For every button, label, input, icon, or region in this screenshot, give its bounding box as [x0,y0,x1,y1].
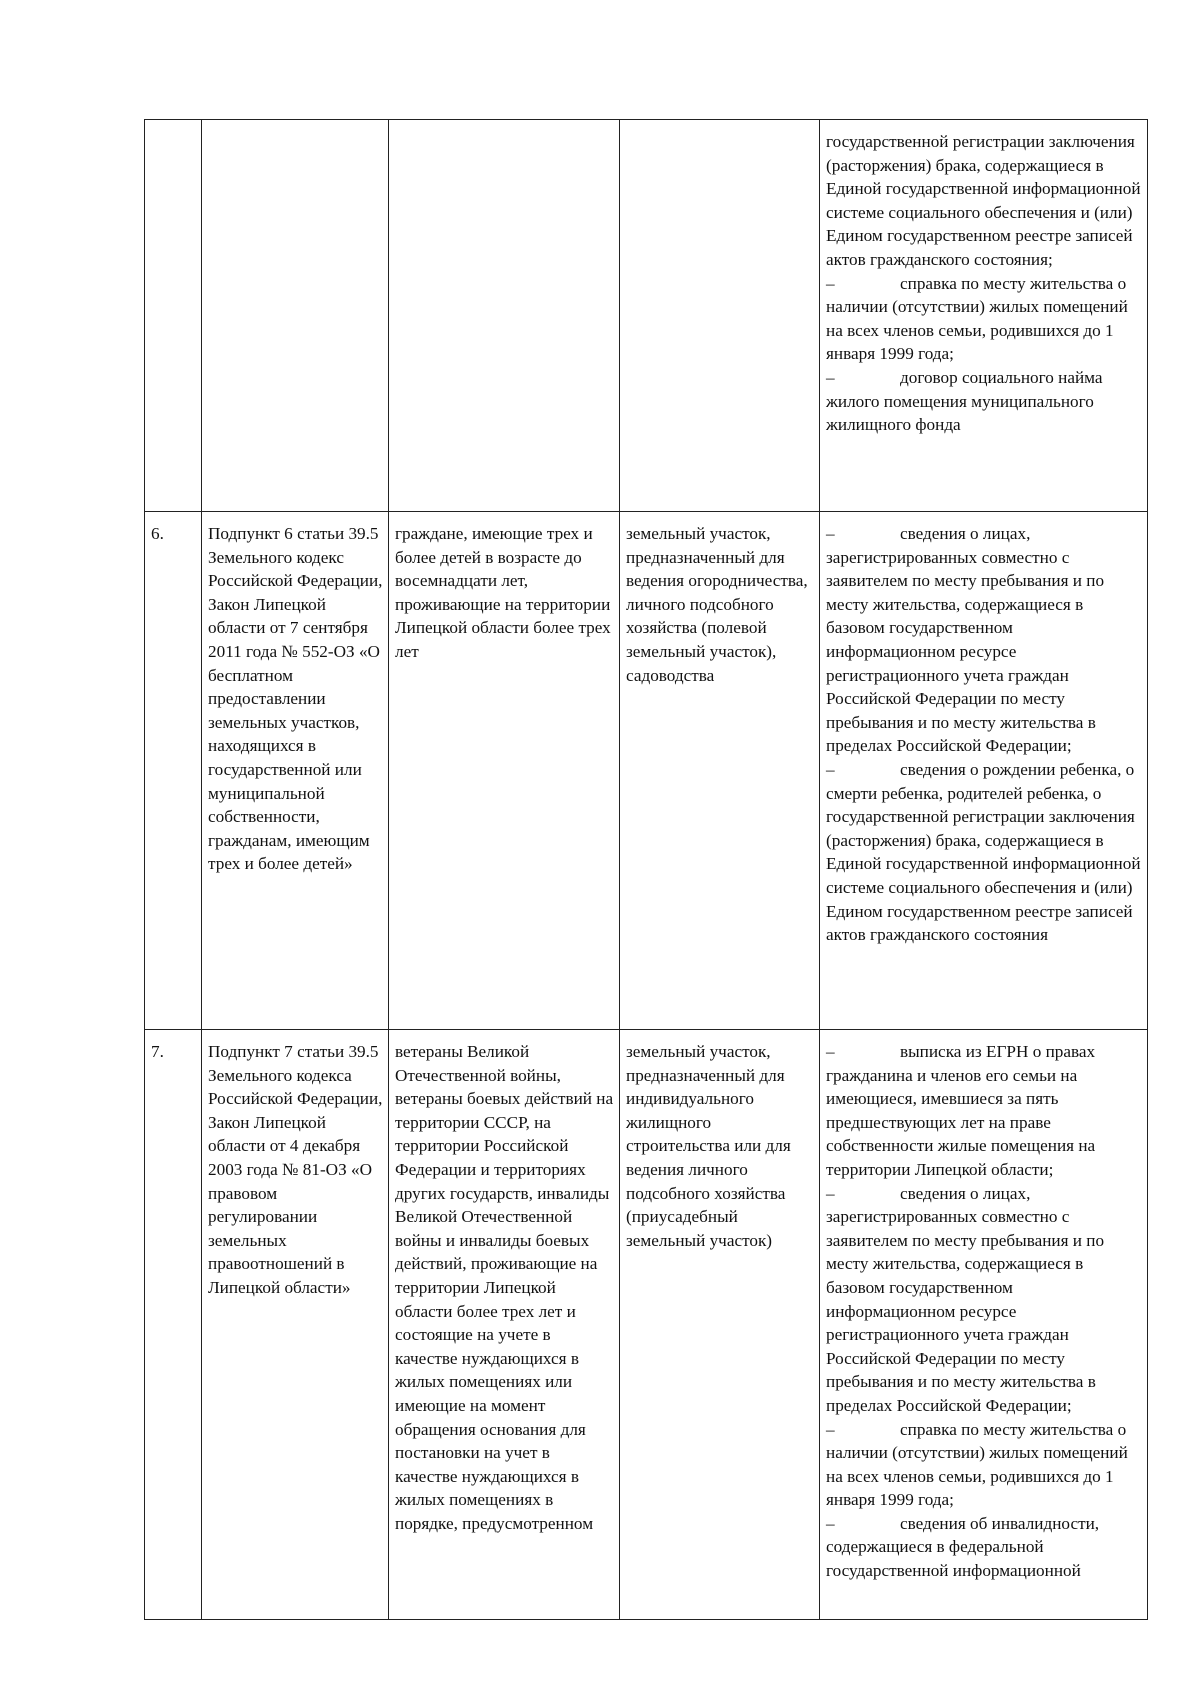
recipients-text: ветераны Великой Отечественной войны, ветераны боевых действий на территории СССР, на территории Российской Федерации и территориях других государств, инвалиды Великой Отечественной войны и инвалиды боевых действий, проживающие на территории Липецкой области более трех лет и состоящие на учете в качестве нуждающихся в жилых помещениях или имеющие на момент обращения основания для постановки на учет в качестве нуждающихся в жилых помещениях в порядке, предусмотренном [395,1042,614,1533]
recipients-text: граждане, имеющие трех и более детей в возрасте до восемнадцати лет, проживающие на территории Липецкой области более трех лет [395,524,611,661]
table-row [145,1030,1148,1620]
document-item-text: выписка из ЕГРН о правах гражданина и членов его семьи на имеющиеся, имевшиеся за пять предшествующих лет на праве собственности жилые помещения на территории Липецкой области; [826,1042,1096,1179]
table-row [145,512,1148,1030]
document-item-text: сведения о рождении ребенка, о смерти ребенка, родителей ребенка, о государственной регистрации заключения (расторжения) брака, содержащиеся в Единой государственной информационной системе социального обеспечения и (или) Едином государственном реестре записей актов гражданского состояния [826,759,1141,945]
land-purpose-cell [620,512,820,1030]
document-intro-text: государственной регистрации заключения (расторжения) брака, содержащиеся в Единой государственной информационной системе социального обеспечения и (или) Едином государственном реестре записей актов гражданского состояния; [826,132,1141,269]
required-documents-cell [820,512,1148,1030]
row-number-cell [145,1030,202,1620]
dash-marker: – [826,524,835,543]
document-item [826,1512,1142,1583]
dash-marker: – [826,1513,835,1533]
document-item [826,272,1142,366]
dash-marker: – [826,367,835,387]
dash-marker: – [826,273,835,293]
row-number-cell [145,512,202,1030]
recipients-cell [389,1030,620,1620]
document-item-text: сведения о лицах, зарегистрированных совместно с заявителем по месту пребывания и по месту жительства, содержащиеся в базовом государственном информационном ресурсе регистрационного учета граждан Российской Федерации по месту пребывания и по месту жительства в пределах Российской Федерации; [826,1183,1105,1415]
document-item [826,1182,1142,1418]
dash-marker: – [826,1419,835,1439]
legal-basis-cell [202,120,389,512]
legal-basis-text: Подпункт 6 статьи 39.5 Земельного кодекс Российской Федерации, Закон Липецкой области от 7 сентября 2011 года № 552-ОЗ «О бесплатном предоставлении земельных участков, находящихся в государственной или муниципальной собственности, гражданам, имеющим трех и более детей» [208,524,383,874]
legal-basis-cell [202,512,389,1030]
row-number-cell [145,120,202,512]
land-provision-table [144,119,1148,1620]
required-documents-cell [820,120,1148,512]
recipients-cell [389,512,620,1030]
dash-marker: – [826,759,835,779]
document-item [826,522,1142,758]
legal-basis-cell [202,1030,389,1620]
row-number: 7. [151,1042,164,1061]
document-item [826,366,1142,437]
document-item-text: сведения о лицах, зарегистрированных совместно с заявителем по месту пребывания и по месту жительства, содержащиеся в базовом государственном информационном ресурсе регистрационного учета граждан Российской Федерации по месту пребывания и по месту жительства в пределах Российской Федерации; [826,524,1105,756]
table-row [145,120,1148,512]
document-item [826,758,1142,947]
document-item-text: договор социального найма жилого помещения муниципального жилищного фонда [826,367,1103,435]
document-item [826,1040,1142,1182]
land-purpose-text: земельный участок, предназначенный для ведения огородничества, личного подсобного хозяйства (полевой земельный участок), садоводства [626,524,808,685]
legal-basis-text: Подпункт 7 статьи 39.5 Земельного кодекса Российской Федерации, Закон Липецкой области от 4 декабря 2003 года № 81-ОЗ «О правовом регулировании земельных правоотношений в Липецкой области» [208,1042,383,1297]
row-number: 6. [151,524,164,543]
document-item-text: справка по месту жительства о наличии (отсутствии) жилых помещений на всех членов семьи, родившихся до 1 января 1999 года; [826,273,1128,364]
recipients-cell [389,120,620,512]
document-item [826,1418,1142,1512]
document-item-text: сведения об инвалидности, содержащиеся в федеральной государственной информационной [826,1513,1100,1581]
dash-marker: – [826,1042,835,1061]
dash-marker: – [826,1183,835,1203]
land-purpose-text: земельный участок, предназначенный для индивидуального жилищного строительства или для ведения личного подсобного хозяйства (приусадебный земельный участок) [626,1042,791,1250]
document-item-text: справка по месту жительства о наличии (отсутствии) жилых помещений на всех членов семьи, родившихся до 1 января 1999 года; [826,1419,1128,1510]
land-purpose-cell [620,1030,820,1620]
required-documents-cell [820,1030,1148,1620]
land-purpose-cell [620,120,820,512]
